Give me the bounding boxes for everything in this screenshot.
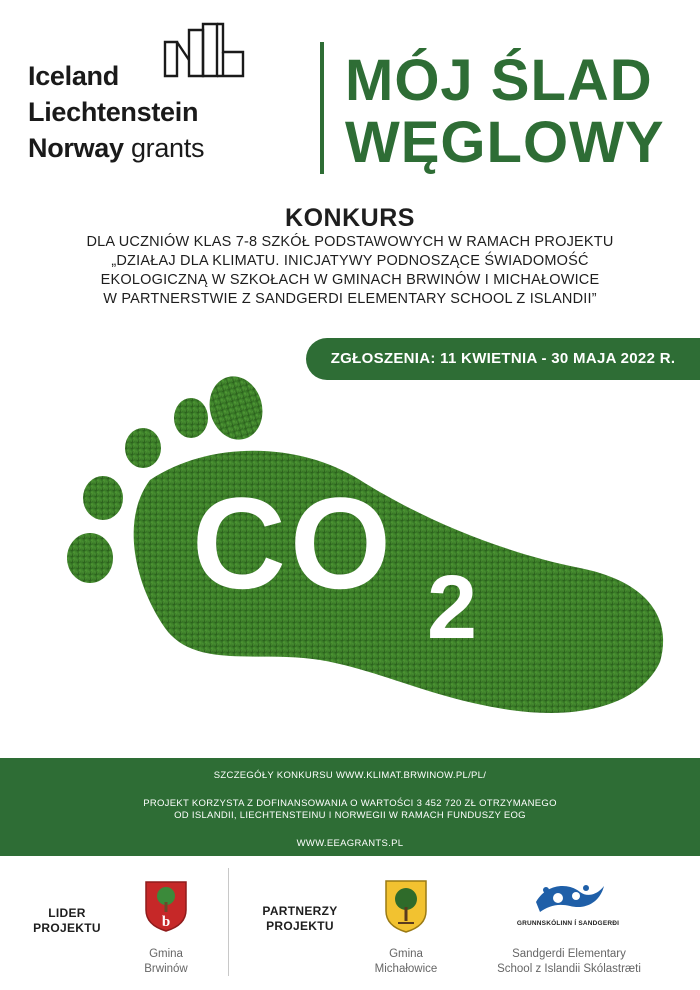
contest-description — [40, 203, 660, 309]
partner1-caption-line-1: Gmina — [389, 948, 423, 960]
toe-3-shape — [125, 428, 161, 468]
contest-heading: KONKURS — [285, 204, 415, 232]
contest-line-3: EKOLOGICZNĄ W SZKOŁACH W GMINACH BRWINÓW I MICHAŁOWICE — [100, 272, 600, 288]
logo-norway-word: Norway — [28, 133, 124, 163]
toe-2-shape — [174, 398, 208, 438]
logo-line-norway — [28, 130, 204, 166]
partners-divider — [228, 868, 229, 976]
partner2-caption — [474, 947, 664, 977]
logo-grants-word: grants — [130, 133, 205, 163]
partners-label-line-1: PARTNERZY — [262, 904, 338, 918]
contest-line-2: „DZIAŁAJ DLA KLIMATU. INICJATYWY PODNOSZĄCE ŚWIADOMOŚĆ — [111, 253, 589, 269]
leader-label — [22, 906, 112, 936]
partner1-caption — [360, 947, 452, 977]
funding-line-2: OD ISLANDII, LIECHTENSTEINU I NORWEGII W RAMACH FUNDUSZY EOG — [174, 810, 526, 821]
submission-dates-badge: ZGŁOSZENIA: 11 KWIETNIA - 30 MAJA 2022 R. — [306, 338, 700, 380]
title-line-1: MÓJ ŚLAD — [345, 48, 653, 113]
partner2-caption-line-2: School z Islandii Skólastræti — [497, 963, 641, 975]
footprint-graphic-icon — [0, 370, 700, 730]
partners-label — [245, 904, 355, 934]
partner1-caption-line-2: Michałowice — [374, 963, 438, 975]
leader-label-line-2: PROJEKTU — [33, 921, 101, 935]
logo-line-liechtenstein: Liechtenstein — [28, 97, 199, 127]
contest-details-link[interactable]: SZCZEGÓŁY KONKURSU WWW.KLIMAT.BRWINOW.PL/PL/ — [213, 770, 487, 781]
toe-5-shape — [67, 533, 113, 583]
toe-4-shape — [83, 476, 123, 520]
eea-website-link[interactable]: WWW.EEAGRANTS.PL — [296, 838, 404, 849]
big-toe-shape — [203, 370, 270, 445]
info-band — [0, 758, 700, 856]
sandgerdi-logo-text: GRUNNSKÓLINN Í SANDGERÐI — [516, 920, 620, 927]
svg-text:b: b — [161, 914, 171, 930]
leader-caption-line-2: Brwinów — [144, 963, 188, 975]
sandgerdi-school-logo-icon — [528, 880, 608, 918]
leader-label-line-1: LIDER — [48, 906, 86, 920]
brwinow-crest-icon — [144, 880, 188, 932]
partner2-caption-line-1: Sandgerdi Elementary — [512, 948, 626, 960]
michalowice-crest-icon — [384, 879, 428, 933]
co2-subscript: 2 — [427, 558, 478, 658]
contest-line-1: DLA UCZNIÓW KLAS 7-8 SZKÓŁ PODSTAWOWYCH W RAMACH PROJEKTU — [86, 234, 614, 250]
contest-line-4: W PARTNERSTWIE Z SANDGERDI ELEMENTARY SCHOOL Z ISLANDII” — [103, 291, 597, 307]
co2-text: CO — [192, 470, 395, 616]
logo-line-iceland: Iceland — [28, 61, 119, 91]
header-divider — [320, 42, 324, 174]
leader-caption — [116, 947, 216, 977]
poster-title — [345, 50, 685, 174]
grants-logo-mark-icon — [163, 22, 245, 78]
funding-line-1: PROJEKT KORZYSTA Z DOFINANSOWANIA O WARTOŚCI 3 452 720 ZŁ OTRZYMANEGO — [143, 798, 557, 809]
title-line-2: WĘGLOWY — [345, 110, 665, 175]
partners-label-line-2: PROJEKTU — [266, 919, 334, 933]
leader-caption-line-1: Gmina — [149, 948, 183, 960]
